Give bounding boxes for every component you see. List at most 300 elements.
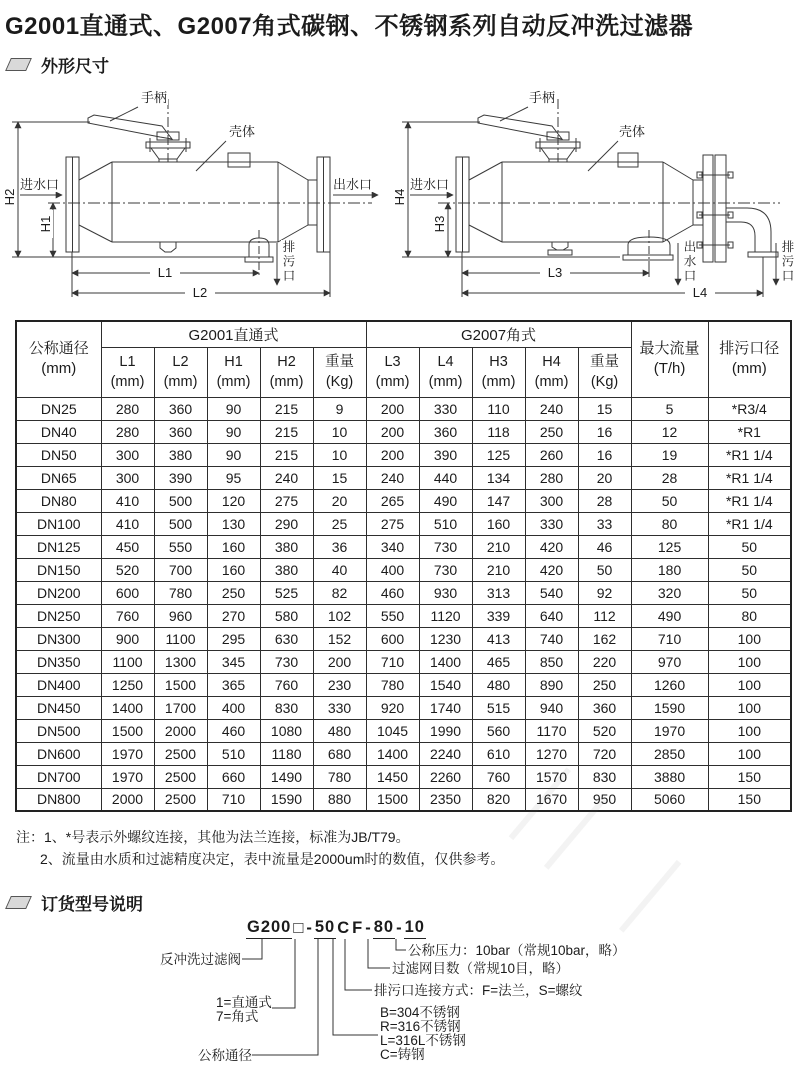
value-cell: 90 bbox=[207, 397, 260, 420]
value-cell: 360 bbox=[154, 420, 207, 443]
value-cell: 95 bbox=[207, 466, 260, 489]
value-cell: 15 bbox=[578, 397, 631, 420]
table-row bbox=[16, 581, 791, 604]
value-cell: 12 bbox=[631, 420, 708, 443]
value-cell: 330 bbox=[419, 397, 472, 420]
dn-cell: DN80 bbox=[16, 489, 101, 512]
value-cell: 610 bbox=[472, 742, 525, 765]
section-ordering-header bbox=[8, 890, 143, 915]
label-mesh: 过滤网目数（常规10目，略） bbox=[392, 961, 570, 976]
value-cell: 390 bbox=[154, 466, 207, 489]
value-cell: 410 bbox=[101, 489, 154, 512]
value-cell: 1400 bbox=[101, 696, 154, 719]
label-material-316l: L=316L不锈钢 bbox=[380, 1033, 466, 1048]
col-header-maxflow: 最大流量 (T/h) bbox=[631, 321, 708, 397]
code-pressure: 10 bbox=[404, 917, 426, 939]
value-cell: 2000 bbox=[154, 719, 207, 742]
value-cell: 1230 bbox=[419, 627, 472, 650]
value-cell: 200 bbox=[313, 650, 366, 673]
value-cell: 460 bbox=[207, 719, 260, 742]
value-cell: 830 bbox=[260, 696, 313, 719]
note-line-2: 2、流量由水质和过滤精度决定，表中流量是2000um时的数值，仅供参考。 bbox=[40, 851, 505, 867]
value-cell: 1490 bbox=[260, 765, 313, 788]
value-cell: 830 bbox=[578, 765, 631, 788]
value-cell: 147 bbox=[472, 489, 525, 512]
value-cell: 280 bbox=[101, 397, 154, 420]
value-cell: 200 bbox=[366, 420, 419, 443]
value-cell: 1100 bbox=[101, 650, 154, 673]
label-material-316: R=316不锈钢 bbox=[380, 1019, 461, 1034]
value-cell: 25 bbox=[313, 512, 366, 535]
value-cell: 760 bbox=[101, 604, 154, 627]
col-header-dn: 公称通径 (mm) bbox=[16, 321, 101, 397]
value-cell: 520 bbox=[101, 558, 154, 581]
value-cell: 230 bbox=[313, 673, 366, 696]
value-cell: 720 bbox=[578, 742, 631, 765]
value-cell: 380 bbox=[154, 443, 207, 466]
handle-label: 手柄 bbox=[141, 90, 168, 105]
value-cell: 890 bbox=[525, 673, 578, 696]
dn-cell: DN50 bbox=[16, 443, 101, 466]
dn-cell: DN800 bbox=[16, 788, 101, 811]
value-cell: 50 bbox=[708, 581, 791, 604]
dn-cell: DN350 bbox=[16, 650, 101, 673]
code-base: G200 bbox=[246, 917, 292, 939]
value-cell: 525 bbox=[260, 581, 313, 604]
table-subheader-cell: H3 (mm) bbox=[472, 347, 525, 397]
code-conn: F bbox=[352, 919, 364, 937]
dn-cell: DN500 bbox=[16, 719, 101, 742]
value-cell: 820 bbox=[472, 788, 525, 811]
code-dn: 50 bbox=[314, 917, 336, 939]
value-cell: *R1 1/4 bbox=[708, 443, 791, 466]
value-cell: 110 bbox=[472, 397, 525, 420]
value-cell: 2500 bbox=[154, 742, 207, 765]
value-cell: 100 bbox=[708, 742, 791, 765]
table-row bbox=[16, 397, 791, 420]
value-cell: 360 bbox=[578, 696, 631, 719]
value-cell: 2500 bbox=[154, 765, 207, 788]
dn-cell: DN150 bbox=[16, 558, 101, 581]
value-cell: 1250 bbox=[101, 673, 154, 696]
value-cell: 270 bbox=[207, 604, 260, 627]
value-cell: 125 bbox=[472, 443, 525, 466]
value-cell: 313 bbox=[472, 581, 525, 604]
value-cell: 1100 bbox=[154, 627, 207, 650]
value-cell: 260 bbox=[525, 443, 578, 466]
value-cell: 100 bbox=[708, 627, 791, 650]
value-cell: 880 bbox=[313, 788, 366, 811]
value-cell: 36 bbox=[313, 535, 366, 558]
table-row bbox=[16, 512, 791, 535]
value-cell: 490 bbox=[419, 489, 472, 512]
value-cell: 118 bbox=[472, 420, 525, 443]
value-cell: 900 bbox=[101, 627, 154, 650]
value-cell: 360 bbox=[419, 420, 472, 443]
dn-cell: DN450 bbox=[16, 696, 101, 719]
code-material: C bbox=[337, 919, 351, 937]
value-cell: 120 bbox=[207, 489, 260, 512]
code-dash: - bbox=[396, 919, 403, 937]
dim-l1: L1 bbox=[150, 266, 180, 280]
value-cell: 250 bbox=[207, 581, 260, 604]
value-cell: 450 bbox=[101, 535, 154, 558]
ordering-diagram bbox=[0, 913, 800, 1065]
inlet-label: 进水口 bbox=[20, 177, 60, 192]
diagram-g2007-angle bbox=[392, 85, 800, 317]
value-cell: 33 bbox=[578, 512, 631, 535]
value-cell: 300 bbox=[525, 489, 578, 512]
label-dn: 公称通径 bbox=[198, 1048, 252, 1063]
value-cell: *R1 1/4 bbox=[708, 512, 791, 535]
value-cell: 680 bbox=[313, 742, 366, 765]
value-cell: 560 bbox=[472, 719, 525, 742]
value-cell: 730 bbox=[419, 558, 472, 581]
dn-cell: DN25 bbox=[16, 397, 101, 420]
label-type-angle: 7=角式 bbox=[216, 1009, 259, 1024]
table-subheader-cell: H2 (mm) bbox=[260, 347, 313, 397]
value-cell: 160 bbox=[207, 558, 260, 581]
value-cell: 280 bbox=[525, 466, 578, 489]
value-cell: 160 bbox=[207, 535, 260, 558]
value-cell: 640 bbox=[525, 604, 578, 627]
value-cell: 580 bbox=[260, 604, 313, 627]
table-row bbox=[16, 420, 791, 443]
value-cell: 440 bbox=[419, 466, 472, 489]
shell-label: 壳体 bbox=[229, 124, 256, 139]
value-cell: 100 bbox=[708, 696, 791, 719]
value-cell: 240 bbox=[525, 397, 578, 420]
value-cell: 730 bbox=[260, 650, 313, 673]
value-cell: 150 bbox=[708, 788, 791, 811]
group-header-g2007: G2007角式 bbox=[366, 321, 631, 347]
value-cell: 510 bbox=[207, 742, 260, 765]
value-cell: 940 bbox=[525, 696, 578, 719]
label-material-cast: C=铸钢 bbox=[380, 1047, 425, 1062]
section-dimensions-header bbox=[8, 52, 109, 77]
dn-cell: DN250 bbox=[16, 604, 101, 627]
value-cell: 90 bbox=[207, 443, 260, 466]
dim-l3: L3 bbox=[540, 266, 570, 280]
value-cell: 1400 bbox=[419, 650, 472, 673]
value-cell: 215 bbox=[260, 443, 313, 466]
drain-label: 排污口 bbox=[780, 240, 794, 284]
value-cell: 180 bbox=[631, 558, 708, 581]
label-type-straight: 1=直通式 bbox=[216, 995, 272, 1010]
value-cell: 730 bbox=[419, 535, 472, 558]
dn-cell: DN600 bbox=[16, 742, 101, 765]
value-cell: 210 bbox=[472, 558, 525, 581]
value-cell: 1450 bbox=[366, 765, 419, 788]
label-material-304: B=304不锈钢 bbox=[380, 1005, 460, 1020]
table-row bbox=[16, 788, 791, 811]
value-cell: 295 bbox=[207, 627, 260, 650]
table-subheader-cell: L4 (mm) bbox=[419, 347, 472, 397]
value-cell: 15 bbox=[313, 466, 366, 489]
value-cell: 162 bbox=[578, 627, 631, 650]
dn-cell: DN65 bbox=[16, 466, 101, 489]
table-row bbox=[16, 443, 791, 466]
value-cell: 50 bbox=[708, 558, 791, 581]
value-cell: 600 bbox=[101, 581, 154, 604]
drain-label: 排污口 bbox=[281, 240, 295, 284]
value-cell: 380 bbox=[260, 558, 313, 581]
value-cell: 410 bbox=[101, 512, 154, 535]
value-cell: 250 bbox=[578, 673, 631, 696]
value-cell: 1170 bbox=[525, 719, 578, 742]
section-dimensions-title: 外形尺寸 bbox=[41, 57, 109, 76]
dim-h1: H1 bbox=[39, 210, 53, 238]
outlet-label: 出水口 bbox=[682, 240, 696, 284]
value-cell: 710 bbox=[207, 788, 260, 811]
table-row bbox=[16, 650, 791, 673]
value-cell: 420 bbox=[525, 558, 578, 581]
table-row bbox=[16, 466, 791, 489]
table-row bbox=[16, 627, 791, 650]
value-cell: 1570 bbox=[525, 765, 578, 788]
value-cell: 320 bbox=[631, 581, 708, 604]
value-cell: 1540 bbox=[419, 673, 472, 696]
value-cell: 16 bbox=[578, 443, 631, 466]
value-cell: 134 bbox=[472, 466, 525, 489]
value-cell: 550 bbox=[154, 535, 207, 558]
table-row bbox=[16, 604, 791, 627]
value-cell: 19 bbox=[631, 443, 708, 466]
value-cell: *R1 bbox=[708, 420, 791, 443]
value-cell: *R1 1/4 bbox=[708, 489, 791, 512]
page-title: G2001直通式、G2007角式碳钢、不锈钢系列自动反冲洗过滤器 bbox=[5, 13, 694, 40]
value-cell: 660 bbox=[207, 765, 260, 788]
inlet-label: 进水口 bbox=[410, 177, 450, 192]
value-cell: 1700 bbox=[154, 696, 207, 719]
value-cell: 40 bbox=[313, 558, 366, 581]
label-pressure: 公称压力：10bar（常规10bar，略） bbox=[408, 943, 626, 958]
handle-label: 手柄 bbox=[529, 90, 556, 105]
value-cell: 125 bbox=[631, 535, 708, 558]
value-cell: 130 bbox=[207, 512, 260, 535]
value-cell: 1080 bbox=[260, 719, 313, 742]
value-cell: 760 bbox=[260, 673, 313, 696]
value-cell: 1270 bbox=[525, 742, 578, 765]
spec-table bbox=[15, 320, 792, 812]
dim-h3: H3 bbox=[433, 210, 447, 238]
code-dash: - bbox=[306, 919, 313, 937]
value-cell: 10 bbox=[313, 443, 366, 466]
note-line-1: 注：1、*号表示外螺纹连接，其他为法兰连接，标准为JB/T79。 bbox=[16, 829, 410, 845]
value-cell: 1970 bbox=[631, 719, 708, 742]
value-cell: 200 bbox=[366, 443, 419, 466]
value-cell: 275 bbox=[366, 512, 419, 535]
value-cell: 2240 bbox=[419, 742, 472, 765]
model-code bbox=[246, 917, 426, 939]
value-cell: 2260 bbox=[419, 765, 472, 788]
value-cell: 46 bbox=[578, 535, 631, 558]
value-cell: 112 bbox=[578, 604, 631, 627]
value-cell: 960 bbox=[154, 604, 207, 627]
value-cell: 550 bbox=[366, 604, 419, 627]
value-cell: 3880 bbox=[631, 765, 708, 788]
table-row bbox=[16, 558, 791, 581]
dim-h4: H4 bbox=[393, 183, 407, 211]
value-cell: 215 bbox=[260, 397, 313, 420]
value-cell: 413 bbox=[472, 627, 525, 650]
value-cell: 2850 bbox=[631, 742, 708, 765]
value-cell: 16 bbox=[578, 420, 631, 443]
value-cell: 339 bbox=[472, 604, 525, 627]
value-cell: 280 bbox=[101, 420, 154, 443]
dim-l2: L2 bbox=[185, 286, 215, 300]
value-cell: 220 bbox=[578, 650, 631, 673]
value-cell: 100 bbox=[708, 673, 791, 696]
value-cell: 515 bbox=[472, 696, 525, 719]
table-row bbox=[16, 765, 791, 788]
value-cell: 400 bbox=[207, 696, 260, 719]
value-cell: 1260 bbox=[631, 673, 708, 696]
table-subheader-cell: L2 (mm) bbox=[154, 347, 207, 397]
value-cell: 520 bbox=[578, 719, 631, 742]
value-cell: 5060 bbox=[631, 788, 708, 811]
table-row bbox=[16, 489, 791, 512]
value-cell: 540 bbox=[525, 581, 578, 604]
code-dash: - bbox=[365, 919, 372, 937]
value-cell: 50 bbox=[578, 558, 631, 581]
value-cell: 10 bbox=[313, 420, 366, 443]
dn-cell: DN125 bbox=[16, 535, 101, 558]
value-cell: 265 bbox=[366, 489, 419, 512]
value-cell: 490 bbox=[631, 604, 708, 627]
value-cell: 330 bbox=[525, 512, 578, 535]
value-cell: 390 bbox=[419, 443, 472, 466]
value-cell: 700 bbox=[154, 558, 207, 581]
table-row bbox=[16, 742, 791, 765]
value-cell: 300 bbox=[101, 466, 154, 489]
value-cell: 100 bbox=[708, 650, 791, 673]
value-cell: 5 bbox=[631, 397, 708, 420]
value-cell: 460 bbox=[366, 581, 419, 604]
section-parallelogram-icon bbox=[5, 58, 32, 71]
diagram-g2001-straight bbox=[0, 85, 405, 317]
value-cell: 365 bbox=[207, 673, 260, 696]
value-cell: 1500 bbox=[366, 788, 419, 811]
g2007-drawing bbox=[395, 85, 800, 317]
value-cell: 102 bbox=[313, 604, 366, 627]
dim-l4: L4 bbox=[685, 286, 715, 300]
value-cell: 480 bbox=[313, 719, 366, 742]
value-cell: 710 bbox=[366, 650, 419, 673]
group-header-g2001: G2001直通式 bbox=[101, 321, 366, 347]
table-body bbox=[16, 397, 791, 811]
value-cell: 1590 bbox=[631, 696, 708, 719]
value-cell: 400 bbox=[366, 558, 419, 581]
value-cell: 480 bbox=[472, 673, 525, 696]
value-cell: 1300 bbox=[154, 650, 207, 673]
value-cell: 160 bbox=[472, 512, 525, 535]
value-cell: 9 bbox=[313, 397, 366, 420]
value-cell: 710 bbox=[631, 627, 708, 650]
value-cell: 2350 bbox=[419, 788, 472, 811]
value-cell: 330 bbox=[313, 696, 366, 719]
value-cell: 2500 bbox=[154, 788, 207, 811]
value-cell: 1400 bbox=[366, 742, 419, 765]
value-cell: 215 bbox=[260, 420, 313, 443]
value-cell: 1990 bbox=[419, 719, 472, 742]
value-cell: 780 bbox=[366, 673, 419, 696]
value-cell: 465 bbox=[472, 650, 525, 673]
value-cell: 210 bbox=[472, 535, 525, 558]
value-cell: 80 bbox=[708, 604, 791, 627]
g2001-drawing bbox=[0, 85, 405, 317]
value-cell: 1120 bbox=[419, 604, 472, 627]
table-subheader-cell: H1 (mm) bbox=[207, 347, 260, 397]
table-row bbox=[16, 673, 791, 696]
value-cell: *R1 1/4 bbox=[708, 466, 791, 489]
dn-cell: DN400 bbox=[16, 673, 101, 696]
value-cell: 152 bbox=[313, 627, 366, 650]
shell-label: 壳体 bbox=[619, 124, 646, 139]
table-row bbox=[16, 719, 791, 742]
value-cell: 360 bbox=[154, 397, 207, 420]
value-cell: 340 bbox=[366, 535, 419, 558]
value-cell: 740 bbox=[525, 627, 578, 650]
value-cell: 510 bbox=[419, 512, 472, 535]
code-type-box: □ bbox=[293, 919, 305, 937]
value-cell: 20 bbox=[313, 489, 366, 512]
value-cell: 500 bbox=[154, 489, 207, 512]
value-cell: 630 bbox=[260, 627, 313, 650]
value-cell: 100 bbox=[708, 719, 791, 742]
value-cell: 780 bbox=[154, 581, 207, 604]
table-subheader-cell: 重量 (Kg) bbox=[313, 347, 366, 397]
value-cell: 380 bbox=[260, 535, 313, 558]
value-cell: *R3/4 bbox=[708, 397, 791, 420]
value-cell: 1970 bbox=[101, 742, 154, 765]
table-subheader-cell: 重量 (Kg) bbox=[578, 347, 631, 397]
value-cell: 275 bbox=[260, 489, 313, 512]
value-cell: 1740 bbox=[419, 696, 472, 719]
label-product: 反冲洗过滤阀 bbox=[160, 952, 241, 967]
value-cell: 1970 bbox=[101, 765, 154, 788]
value-cell: 760 bbox=[472, 765, 525, 788]
label-drain-conn: 排污口连接方式：F=法兰，S=螺纹 bbox=[374, 983, 583, 998]
value-cell: 50 bbox=[708, 535, 791, 558]
table-row bbox=[16, 535, 791, 558]
value-cell: 290 bbox=[260, 512, 313, 535]
value-cell: 850 bbox=[525, 650, 578, 673]
value-cell: 80 bbox=[631, 512, 708, 535]
value-cell: 250 bbox=[525, 420, 578, 443]
value-cell: 1500 bbox=[101, 719, 154, 742]
value-cell: 90 bbox=[207, 420, 260, 443]
table-row bbox=[16, 696, 791, 719]
value-cell: 1180 bbox=[260, 742, 313, 765]
table-subheader-cell: L3 (mm) bbox=[366, 347, 419, 397]
value-cell: 82 bbox=[313, 581, 366, 604]
value-cell: 1590 bbox=[260, 788, 313, 811]
table-notes bbox=[16, 826, 504, 870]
col-header-drainsize: 排污口径 (mm) bbox=[708, 321, 791, 397]
value-cell: 1045 bbox=[366, 719, 419, 742]
value-cell: 500 bbox=[154, 512, 207, 535]
value-cell: 345 bbox=[207, 650, 260, 673]
value-cell: 950 bbox=[578, 788, 631, 811]
value-cell: 780 bbox=[313, 765, 366, 788]
dn-cell: DN300 bbox=[16, 627, 101, 650]
table-subheader-cell: L1 (mm) bbox=[101, 347, 154, 397]
value-cell: 1670 bbox=[525, 788, 578, 811]
value-cell: 930 bbox=[419, 581, 472, 604]
value-cell: 970 bbox=[631, 650, 708, 673]
value-cell: 20 bbox=[578, 466, 631, 489]
